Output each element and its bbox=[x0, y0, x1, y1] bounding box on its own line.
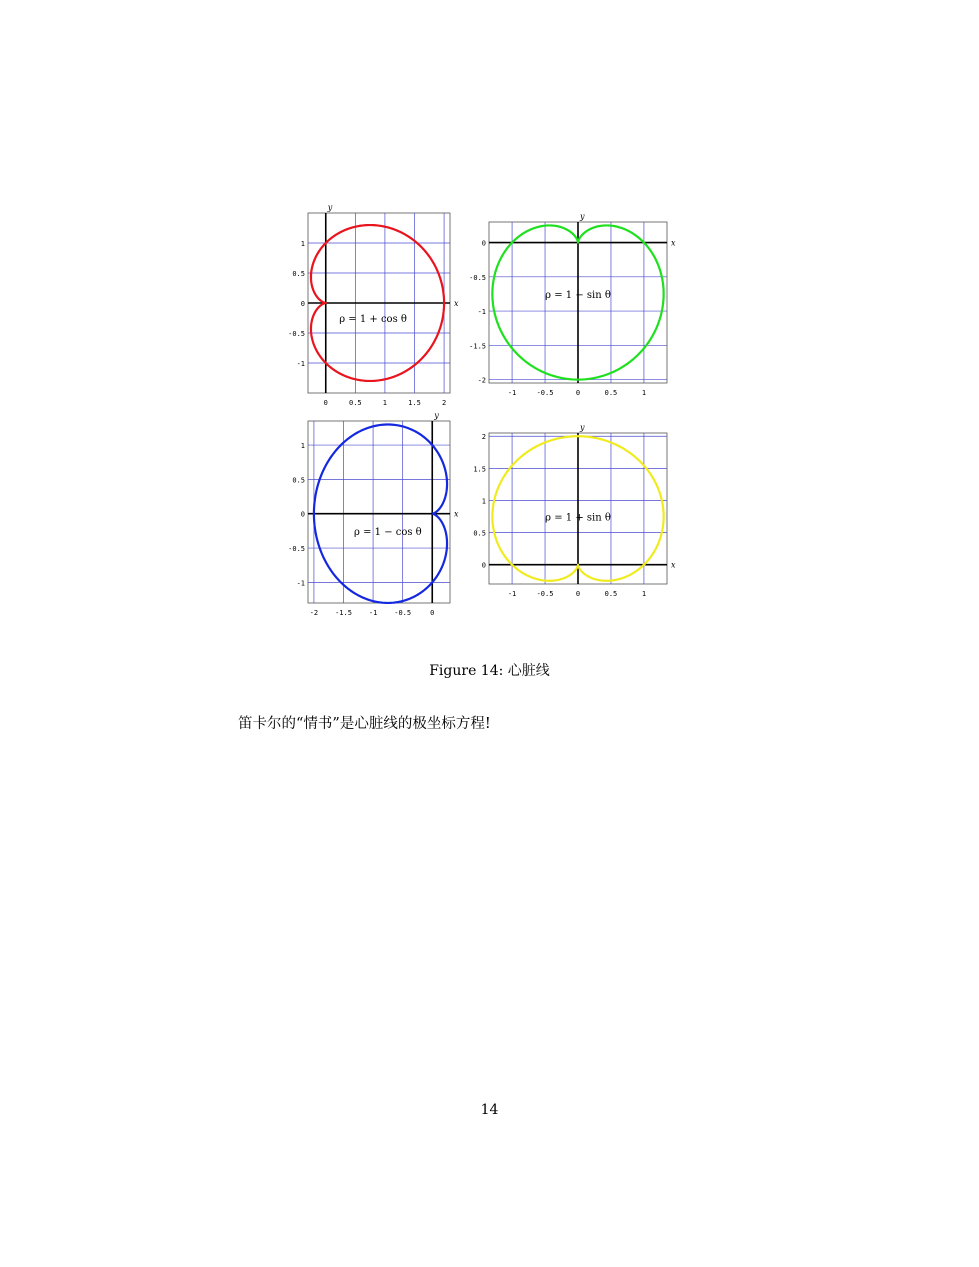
y-tick-label: 0 bbox=[300, 300, 305, 308]
y-tick-label: -1 bbox=[477, 308, 486, 317]
panel-1 bbox=[288, 203, 459, 407]
y-tick-label: 0.5 bbox=[292, 476, 305, 485]
y-tick-label: 0 bbox=[481, 239, 486, 248]
x-axis-label: x bbox=[454, 299, 459, 308]
x-tick-label: 0 bbox=[575, 590, 581, 598]
x-tick-label: 1 bbox=[382, 399, 388, 407]
x-tick-label: -2 bbox=[309, 609, 319, 617]
x-tick-label: 1 bbox=[641, 389, 647, 397]
y-tick-label: 0.5 bbox=[473, 529, 486, 538]
x-tick-label: 0.5 bbox=[604, 389, 618, 397]
x-tick-label: 1.5 bbox=[408, 399, 421, 407]
y-tick-label: -0.5 bbox=[288, 545, 305, 554]
body-paragraph: 笛卡尔的“情书”是心脏线的极坐标方程! bbox=[238, 716, 491, 732]
x-axis-label: x bbox=[671, 238, 676, 248]
x-tick-label: 0 bbox=[575, 389, 581, 397]
formula-label: ρ = 1 + sin θ bbox=[545, 512, 611, 524]
y-tick-label: -0.5 bbox=[469, 273, 486, 282]
y-tick-label: -1 bbox=[296, 579, 305, 588]
y-tick-label: -1 bbox=[296, 360, 305, 368]
y-tick-label: 1 bbox=[300, 240, 305, 248]
panel-2 bbox=[469, 212, 676, 397]
y-tick-label: 2 bbox=[481, 433, 486, 442]
y-tick-label: -0.5 bbox=[288, 330, 305, 338]
x-tick-label: 0.5 bbox=[604, 590, 618, 598]
x-tick-label: 1 bbox=[641, 590, 647, 598]
y-tick-label: 1 bbox=[481, 497, 486, 506]
x-tick-label: 0.5 bbox=[349, 399, 362, 407]
formula-label: ρ = 1 + cos θ bbox=[339, 314, 407, 325]
x-tick-label: 0 bbox=[323, 399, 328, 407]
figure-caption: Figure 14: 心脏线 bbox=[429, 663, 550, 679]
page-number: 14 bbox=[480, 1102, 499, 1118]
y-tick-label: 0.5 bbox=[292, 270, 305, 278]
x-tick-label: -1 bbox=[507, 389, 517, 397]
y-axis-label: y bbox=[434, 411, 439, 420]
y-axis-label: y bbox=[327, 203, 333, 212]
x-tick-label: -1 bbox=[507, 590, 517, 598]
y-tick-label: 1 bbox=[300, 442, 305, 451]
y-axis-label: y bbox=[580, 212, 585, 221]
y-tick-label: -2 bbox=[477, 376, 486, 385]
x-tick-label: 2 bbox=[441, 399, 447, 407]
x-axis-label: x bbox=[671, 560, 676, 570]
x-tick-label: -0.5 bbox=[394, 609, 412, 617]
y-axis-label: y bbox=[580, 423, 585, 432]
x-tick-label: -1.5 bbox=[335, 609, 352, 617]
x-tick-label: -1 bbox=[368, 609, 378, 617]
x-tick-label: -0.5 bbox=[536, 590, 554, 598]
y-tick-label: 0 bbox=[300, 510, 305, 519]
y-tick-label: -1.5 bbox=[469, 342, 486, 351]
x-tick-label: 0 bbox=[430, 609, 435, 617]
formula-label: ρ = 1 − cos θ bbox=[354, 526, 422, 538]
y-tick-label: 0 bbox=[481, 561, 486, 570]
panel-4 bbox=[473, 423, 676, 598]
panel-3 bbox=[288, 411, 459, 617]
x-tick-label: -0.5 bbox=[536, 389, 554, 397]
x-axis-label: x bbox=[454, 509, 459, 519]
y-tick-label: 1.5 bbox=[473, 465, 486, 474]
plot-frame bbox=[308, 421, 450, 603]
formula-label: ρ = 1 − sin θ bbox=[545, 289, 611, 301]
